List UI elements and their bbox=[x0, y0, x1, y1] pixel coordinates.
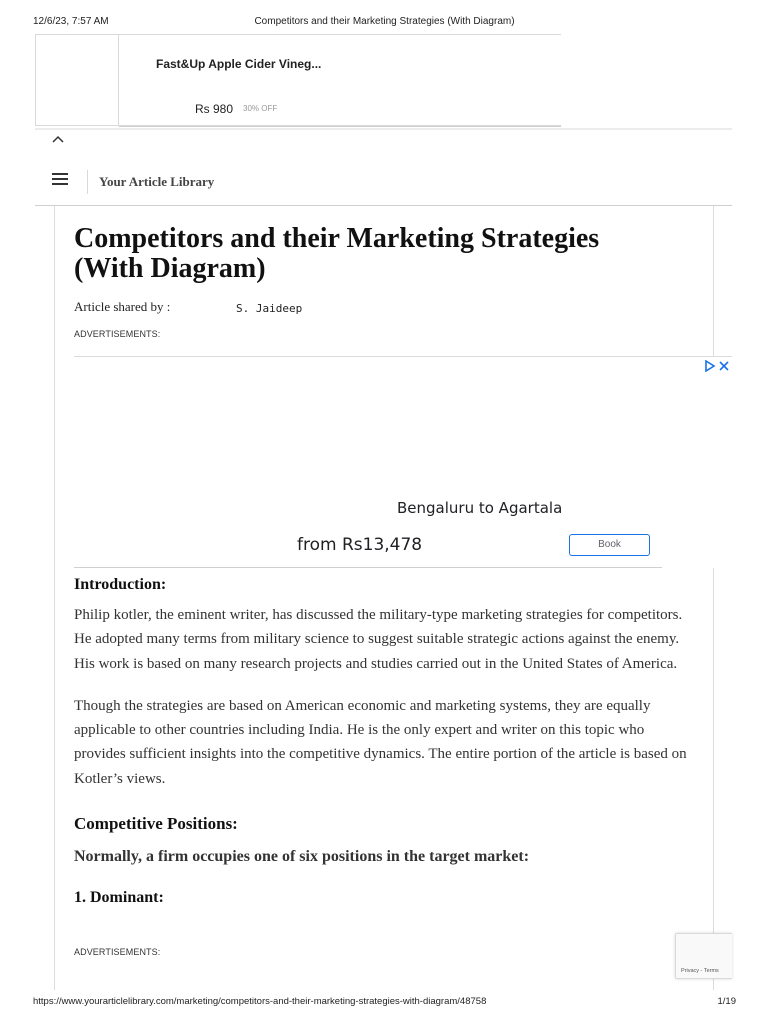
recaptcha-links[interactable]: Privacy - Terms bbox=[681, 968, 719, 974]
competitive-positions-heading: Competitive Positions: bbox=[74, 814, 238, 834]
article-title: Competitors and their Marketing Strategies (With Diagram) bbox=[74, 223, 600, 284]
recaptcha-badge[interactable] bbox=[675, 933, 732, 979]
intro-paragraph-1: Philip kotler, the eminent writer, has discussed the military-type marketing strategies for competitors. He adopted many terms from military science to suggest suitable strategic actions against the enemy. His work is based on many research projects and studies carried out in the United States of America. bbox=[74, 607, 683, 672]
flight-ad-route[interactable]: Bengaluru to Agartala bbox=[397, 499, 563, 517]
positions-intro-text: Normally, a firm occupies one of six positions in the target market: bbox=[74, 848, 530, 866]
byline-author: S. Jaideep bbox=[236, 302, 303, 315]
product-ad-name[interactable]: Fast&Up Apple Cider Vineg... bbox=[156, 57, 322, 71]
print-page-title: Competitors and their Marketing Strategies (With Diagram) bbox=[254, 16, 515, 27]
product-ad-discount: 30% OFF bbox=[243, 104, 278, 113]
flight-ad-banner[interactable] bbox=[74, 356, 732, 568]
site-navigation-bar bbox=[35, 160, 732, 206]
nav-divider bbox=[87, 170, 88, 194]
byline-label: Article shared by : bbox=[74, 299, 171, 314]
flight-ad-fare[interactable]: from Rs13,478 bbox=[297, 535, 423, 555]
advertisements-label: ADVERTISEMENTS: bbox=[74, 329, 161, 339]
flight-ad-divider bbox=[74, 567, 662, 568]
product-ad-price: Rs 980 bbox=[195, 102, 234, 116]
print-url: https://www.yourarticlelibrary.com/marketing/competitors-and-their-marketing-strategies-with-diagram/48758 bbox=[33, 996, 487, 1007]
chevron-up-icon[interactable] bbox=[50, 132, 66, 146]
advertisements-label-2: ADVERTISEMENTS: bbox=[74, 947, 161, 957]
hamburger-menu-icon[interactable] bbox=[52, 173, 68, 187]
ad-choices-icon[interactable] bbox=[704, 360, 730, 372]
print-footer bbox=[33, 996, 736, 1010]
print-header bbox=[33, 16, 736, 30]
product-ad-banner[interactable] bbox=[35, 34, 561, 126]
print-page-number: 1/19 bbox=[717, 996, 736, 1007]
book-button[interactable]: Book bbox=[569, 534, 650, 556]
intro-paragraph-2: Though the strategies are based on American economic and marketing systems, they are equally applicable to other countries including India. He is the only expert and writer on this topic who provides sufficient insights into the competitive dynamics. The entire portion of the article is based on Kotler’s views. bbox=[74, 697, 687, 787]
print-datetime: 12/6/23, 7:57 AM bbox=[33, 16, 109, 27]
product-ad-divider bbox=[119, 126, 561, 127]
dominant-heading: 1. Dominant: bbox=[74, 889, 164, 907]
introduction-heading: Introduction: bbox=[74, 576, 167, 593]
article-body bbox=[74, 574, 699, 909]
product-ad-thumbnail[interactable] bbox=[36, 35, 119, 125]
site-logo-text[interactable]: Your Article Library bbox=[99, 174, 215, 189]
ad-collapse-bar bbox=[35, 128, 732, 130]
